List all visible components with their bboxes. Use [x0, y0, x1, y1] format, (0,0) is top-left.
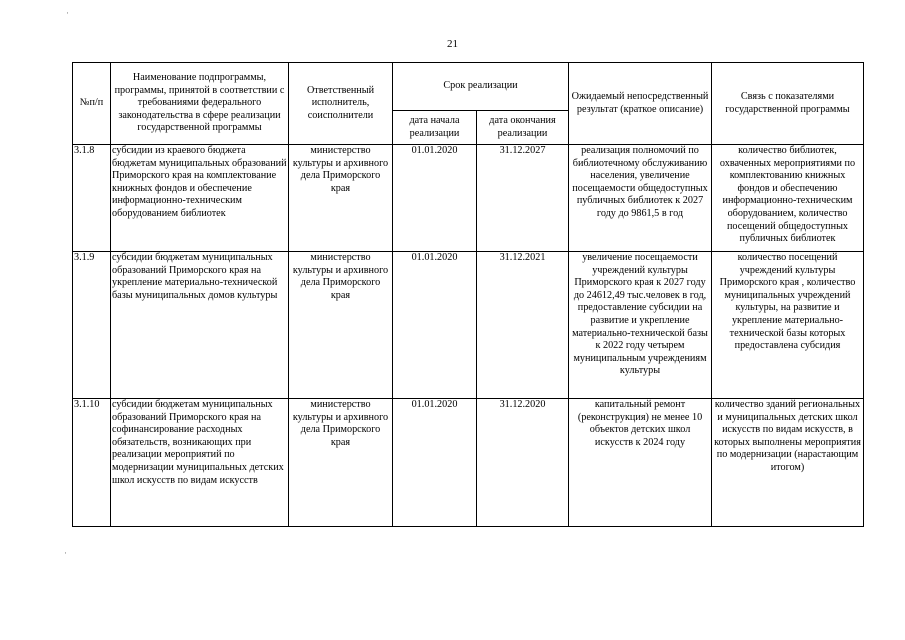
row-link: количество посещений учреждений культуры Приморского края , количество муниципальных учреждений культуры, на развитие и укрепление материально-технической базы которых предоставлена субсидия [712, 252, 864, 399]
row-name: субсидии из краевого бюджета бюджетам муниципальных образований Приморского края на комплектование книжных фондов и обеспечение информационно-техническим оборудованием библиотек [111, 145, 289, 252]
scan-dot: · [64, 548, 67, 558]
row-start: 01.01.2020 [393, 399, 477, 527]
row-num: 3.1.8 [73, 145, 111, 252]
header-responsible: Ответственный исполнитель, соисполнители [289, 63, 393, 145]
scan-dot: · [66, 8, 69, 18]
header-num: №п/п [73, 63, 111, 145]
row-responsible: министерство культуры и архивного дела Приморского края [289, 252, 393, 399]
row-num: 3.1.10 [73, 399, 111, 527]
row-responsible: министерство культуры и архивного дела Приморского края [289, 145, 393, 252]
row-link: количество зданий региональных и муниципальных детских школ искусств по видам искусств, в которых выполнены мероприятия по модернизации (нарастающим итогом) [712, 399, 864, 527]
row-link: количество библиотек, охваченных мероприятиями по комплектованию книжных фондов и обеспечению информационно-техническим оборудованием, количество посещений общедоступных публичных библиотек [712, 145, 864, 252]
row-start: 01.01.2020 [393, 145, 477, 252]
row-end: 31.12.2027 [477, 145, 569, 252]
row-result: увеличение посещаемости учреждений культуры Приморского края к 2027 году до 24612,49 тыс.человек в год, предоставление субсидии на развитие и укрепление материально-технической базы к 2022 году четырем муниципальным учреждениям культуры [569, 252, 712, 399]
table-row [73, 252, 864, 399]
row-name: субсидии бюджетам муниципальных образований Приморского края на софинансирование расходных обязательств, возникающих при реализации мероприятий по модернизации муниципальных детских школ искусств по видам искусств [111, 399, 289, 527]
row-name: субсидии бюджетам муниципальных образований Приморского края на укрепление материально-технической базы муниципальных домов культуры [111, 252, 289, 399]
row-num: 3.1.9 [73, 252, 111, 399]
page-number: 21 [447, 38, 458, 50]
header-link: Связь с показателями государственной программы [712, 63, 864, 145]
row-result: реализация полномочий по библиотечному обслуживанию населения, увеличение посещаемости общедоступных публичных библиотек к 2027 году до 9861,5 в год [569, 145, 712, 252]
header-end: дата окончания реализации [477, 111, 569, 145]
header-period: Срок реализации [393, 63, 569, 111]
row-result: капитальный ремонт (реконструкция) не менее 10 объектов детских школ искусств к 2024 году [569, 399, 712, 527]
table-row [73, 145, 864, 252]
row-responsible: министерство культуры и архивного дела Приморского края [289, 399, 393, 527]
header-start: дата начала реализации [393, 111, 477, 145]
header-result: Ожидаемый непосредственный результат (краткое описание) [569, 63, 712, 145]
row-end: 31.12.2020 [477, 399, 569, 527]
program-table [72, 62, 864, 527]
row-start: 01.01.2020 [393, 252, 477, 399]
header-name: Наименование подпрограммы, программы, принятой в соответствии с требованиями федерального законодательства в сфере реализации государственной программы [111, 63, 289, 145]
row-end: 31.12.2021 [477, 252, 569, 399]
table-row [73, 399, 864, 527]
